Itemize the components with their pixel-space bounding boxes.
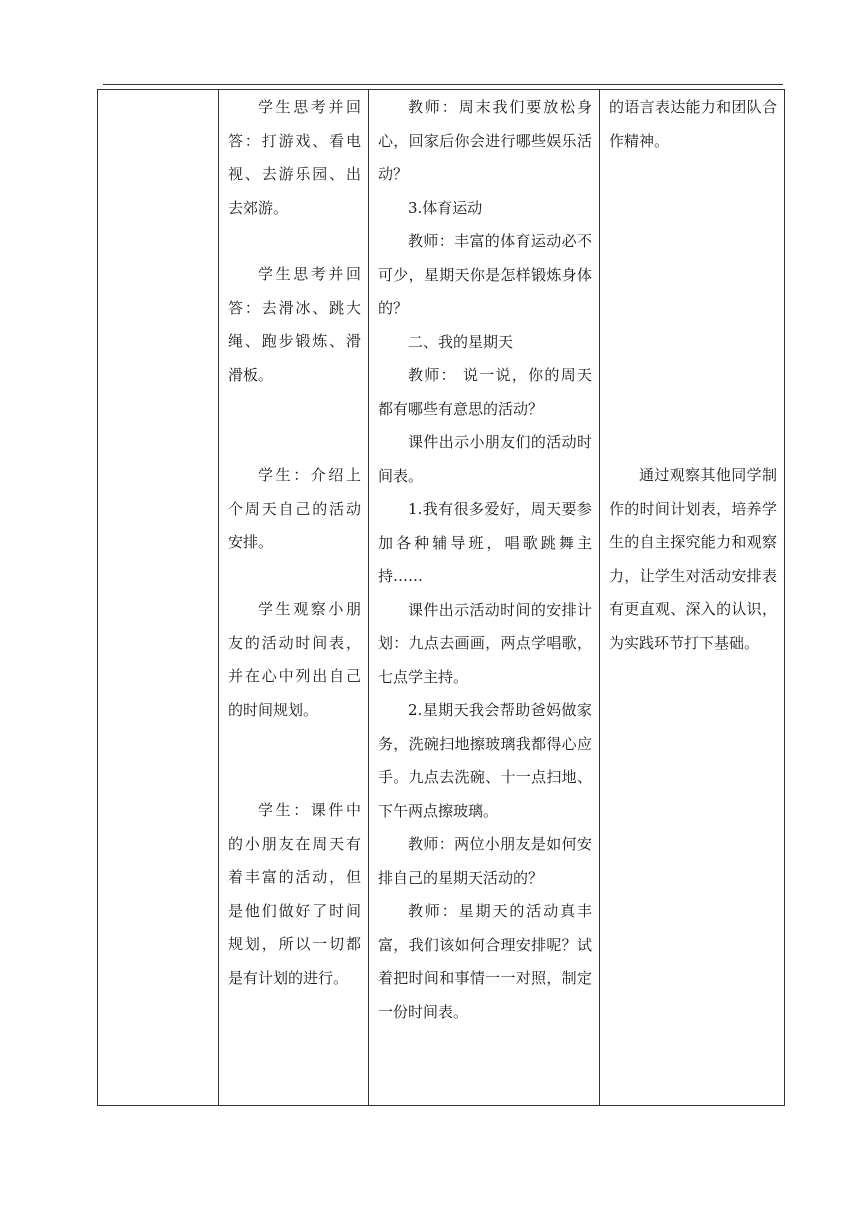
teacher-activity-block: 教师：周末我们要放松身心，回家后你会进行哪些娱乐活动？ 3.体育运动 教师：丰富的体育运动必不可少，星期天你是怎样锻炼身体的？ 二、我的星期天 教师： 说一说，你的周天都有哪些有意思的活动？ 课件出示小朋友们的活动时间表。 1.我有很多爱好，周天要参加各种辅导班，唱歌跳舞主持…… 课件出示活动时间的安排计划：九点去画画，两点学唱歌，七点学主持。 2.星期天我会帮助爸妈做家务，洗碗扫地擦玻璃我都得心应手。九点去洗碗、十一点扫地、下午两点擦玻璃。 教师：两位小朋友是如何安排自己的星期天活动的？ 教师：星期天的活动真丰富，我们该如何合理安排呢？试着把时间和事情一一对照，制定一份时间表。 xyxy=(378,98,592,1021)
student-activity-block: 学生：介绍上个周天自己的活动安排。 xyxy=(228,466,361,551)
table-row xyxy=(98,90,785,1106)
student-activity-block: 学生观察小朋友的活动时间表，并在心中列出自己的时间规划。 xyxy=(228,600,361,719)
column-student-activity xyxy=(219,90,369,1106)
design-intent-block: 的语言表达能力和团队合作精神。 xyxy=(609,98,777,150)
student-activity-block: 学生思考并回答：打游戏、看电视、去游乐园、出去郊游。 xyxy=(228,98,361,217)
lesson-plan-table xyxy=(97,89,785,1106)
column-teacher-activity xyxy=(369,90,600,1106)
header-rule xyxy=(103,84,783,85)
student-activity-block: 学生：课件中的小朋友在周天有着丰富的活动，但是他们做好了时间规划，所以一切都是有计划的进行。 xyxy=(228,801,361,987)
student-activity-block: 学生思考并回答：去滑冰、跳大绳、跑步锻炼、滑滑板。 xyxy=(228,265,361,384)
design-intent-block: 通过观察其他同学制作的时间计划表，培养学生的自主探究能力和观察力，让学生对活动安排表有更直观、深入的认识，为实践环节打下基础。 xyxy=(609,466,777,652)
column-section xyxy=(98,90,219,1106)
column-design-intent xyxy=(600,90,785,1106)
